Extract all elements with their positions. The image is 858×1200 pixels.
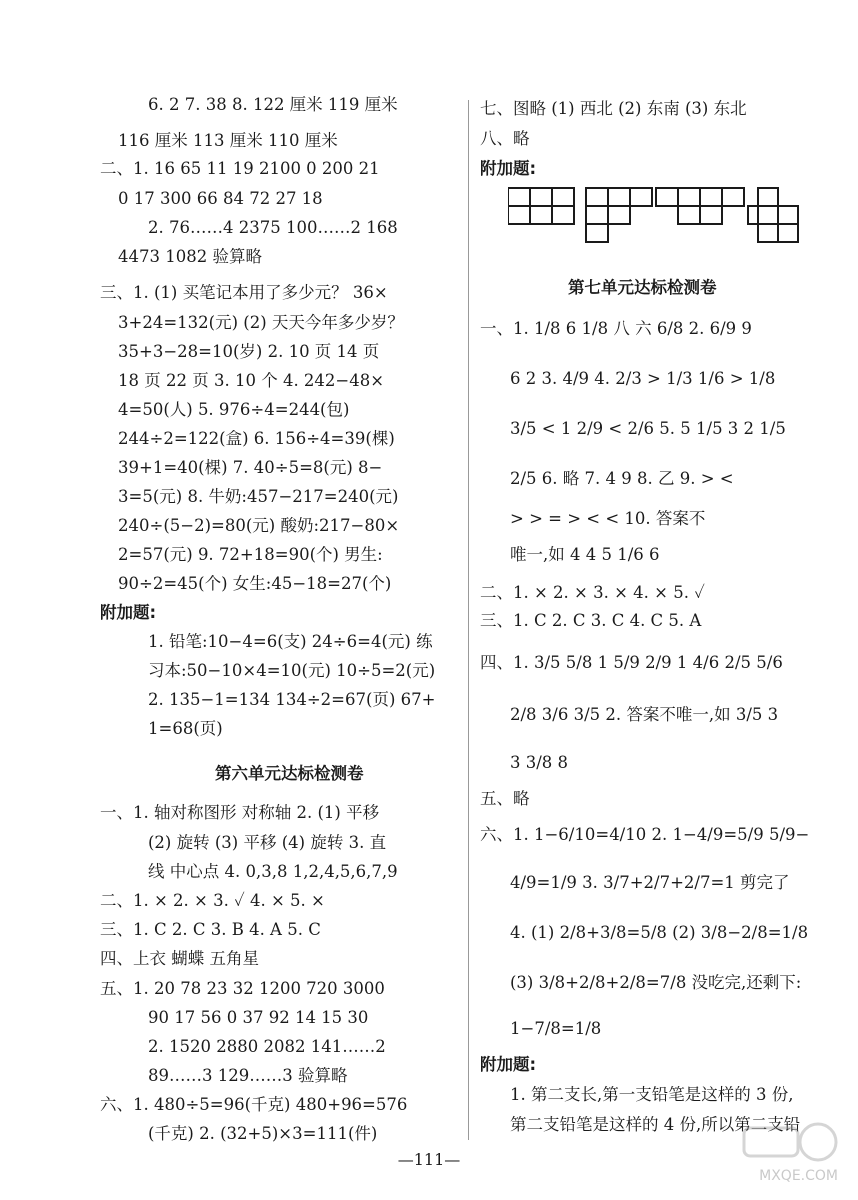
- answer-line: 4/9=1/9 3. 3/7+2/7+2/7=1 剪完了: [510, 873, 790, 892]
- bonus-heading: 附加题:: [100, 603, 157, 622]
- answer-line: 6 2 3. 4/9 4. 2/3 > 1/3 1/6 > 1/8: [510, 369, 776, 388]
- answer-line: 244÷2=122(盒) 6. 156÷4=39(棵): [118, 429, 395, 448]
- watermark-text: MXQE.COM: [759, 1168, 838, 1184]
- answer-line: 3 3/8 8: [510, 753, 569, 772]
- answer-line: 五、1. 20 78 23 32 1200 720 3000: [100, 979, 385, 998]
- answer-line: 六、1. 480÷5=96(千克) 480+96=576: [100, 1095, 408, 1114]
- net-figure-2: [586, 188, 652, 242]
- bonus-heading: 附加题:: [480, 1055, 537, 1074]
- answer-line: 6. 2 7. 38 8. 122 厘米 119 厘米: [148, 95, 398, 114]
- answer-line: 18 页 22 页 3. 10 个 4. 242−48×: [118, 371, 385, 390]
- answer-line: 0 17 300 66 84 72 27 18: [118, 189, 323, 208]
- answer-line: 二、1. × 2. × 3. × 4. × 5. ✓: [480, 583, 705, 602]
- answer-line: 三、1. (1) 买笔记本用了多少元？ 36×: [100, 283, 388, 302]
- answer-line: 3+24=132(元) (2) 天天今年多少岁？: [118, 313, 404, 332]
- answer-line: 4. (1) 2/8+3/8=5/8 (2) 3/8−2/8=1/8: [510, 923, 809, 942]
- answer-line: 90 17 56 0 37 92 14 15 30: [148, 1008, 369, 1027]
- unit7-title: 第七单元达标检测卷: [568, 278, 717, 297]
- answer-line: 2/8 3/6 3/5 2. 答案不唯一,如 3/5 3: [510, 705, 779, 724]
- answer-line: 2. 76……4 2375 100……2 168: [148, 218, 398, 237]
- answer-line: 2. 135−1=134 134÷2=67(页) 67+: [148, 690, 436, 709]
- answer-line: (3) 3/8+2/8+2/8=7/8 没吃完,还剩下:: [510, 973, 802, 992]
- answer-line: 二、1. 16 65 11 19 2100 0 200 21: [100, 159, 380, 178]
- answer-line: 116 厘米 113 厘米 110 厘米: [118, 131, 338, 150]
- bonus-heading: 附加题:: [480, 159, 537, 178]
- answer-line: 三、1. C 2. C 3. B 4. A 5. C: [100, 920, 321, 939]
- answer-line: 八、略: [480, 129, 530, 148]
- unit6-title: 第六单元达标检测卷: [215, 764, 364, 783]
- answer-line: 一、1. 1/8 6 1/8 八 六 6/8 2. 6/9 9: [480, 319, 752, 338]
- answer-line: 1=68(页): [148, 719, 223, 738]
- column-divider: [468, 100, 469, 1140]
- answer-line: 4473 1082 验算略: [118, 247, 262, 266]
- net-figure-4: [748, 188, 798, 242]
- answer-line: 3=5(元) 8. 牛奶:457−217=240(元): [118, 487, 399, 506]
- answer-line: 五、略: [480, 789, 530, 808]
- answer-line: 3/5 < 1 2/9 < 2/6 5. 5 1/5 3 2 1/5: [510, 419, 786, 438]
- answer-line: 习本:50−10×4=10(元) 10÷5=2(元): [148, 661, 436, 680]
- page-number: —111—: [397, 1150, 461, 1169]
- answer-line: 一、1. 轴对称图形 对称轴 2. (1) 平移: [100, 803, 380, 822]
- watermark-icon: [738, 1120, 838, 1164]
- answer-line: 三、1. C 2. C 3. C 4. C 5. A: [480, 611, 702, 630]
- answer-line: 二、1. × 2. × 3. ✓ 4. × 5. ×: [100, 891, 325, 910]
- answer-line: 第二支铅笔是这样的 4 份,所以第二支铅: [510, 1115, 801, 1134]
- answer-line: 4=50(人) 5. 976÷4=244(包): [118, 400, 350, 419]
- answer-line: 四、上衣 蝴蝶 五角星: [100, 949, 259, 968]
- answer-line: 2. 1520 2880 2082 141……2: [148, 1037, 386, 1056]
- answer-line: 2/5 6. 略 7. 4 9 8. 乙 9. > <: [510, 469, 734, 488]
- answer-line: 240÷(5−2)=80(元) 酸奶:217−80×: [118, 516, 400, 535]
- answer-line: 35+3−28=10(岁) 2. 10 页 14 页: [118, 342, 380, 361]
- net-figure-1: [508, 188, 574, 224]
- answer-line: 1. 铅笔:10−4=6(支) 24÷6=4(元) 练: [148, 632, 433, 651]
- answer-line: 1−7/8=1/8: [510, 1019, 602, 1038]
- answer-line: > > = > < < 10. 答案不: [510, 509, 706, 528]
- answer-line: 六、1. 1−6/10=4/10 2. 1−4/9=5/9 5/9−: [480, 825, 810, 844]
- answer-line: (千克) 2. (32+5)×3=111(件): [148, 1124, 378, 1143]
- watermark-logo: [738, 1120, 838, 1190]
- answer-line: 89……3 129……3 验算略: [148, 1066, 348, 1085]
- answer-line: 39+1=40(棵) 7. 40÷5=8(元) 8−: [118, 458, 383, 477]
- answer-line: (2) 旋转 (3) 平移 (4) 旋转 3. 直: [148, 833, 387, 852]
- net-figure-3: [656, 188, 744, 224]
- answer-line: 2=57(元) 9. 72+18=90(个) 男生:: [118, 545, 383, 564]
- answer-line: 90÷2=45(个) 女生:45−18=27(个): [118, 574, 392, 593]
- cube-net-figures: [508, 186, 808, 244]
- answer-line: 七、图略 (1) 西北 (2) 东南 (3) 东北: [480, 99, 747, 118]
- answer-line: 四、1. 3/5 5/8 1 5/9 2/9 1 4/6 2/5 5/6: [480, 653, 783, 672]
- answer-line: 线 中心点 4. 0,3,8 1,2,4,5,6,7,9: [148, 862, 398, 881]
- answer-line: 唯一,如 4 4 5 1/6 6: [510, 545, 660, 564]
- answer-line: 1. 第二支长,第一支铅笔是这样的 3 份,: [510, 1085, 794, 1104]
